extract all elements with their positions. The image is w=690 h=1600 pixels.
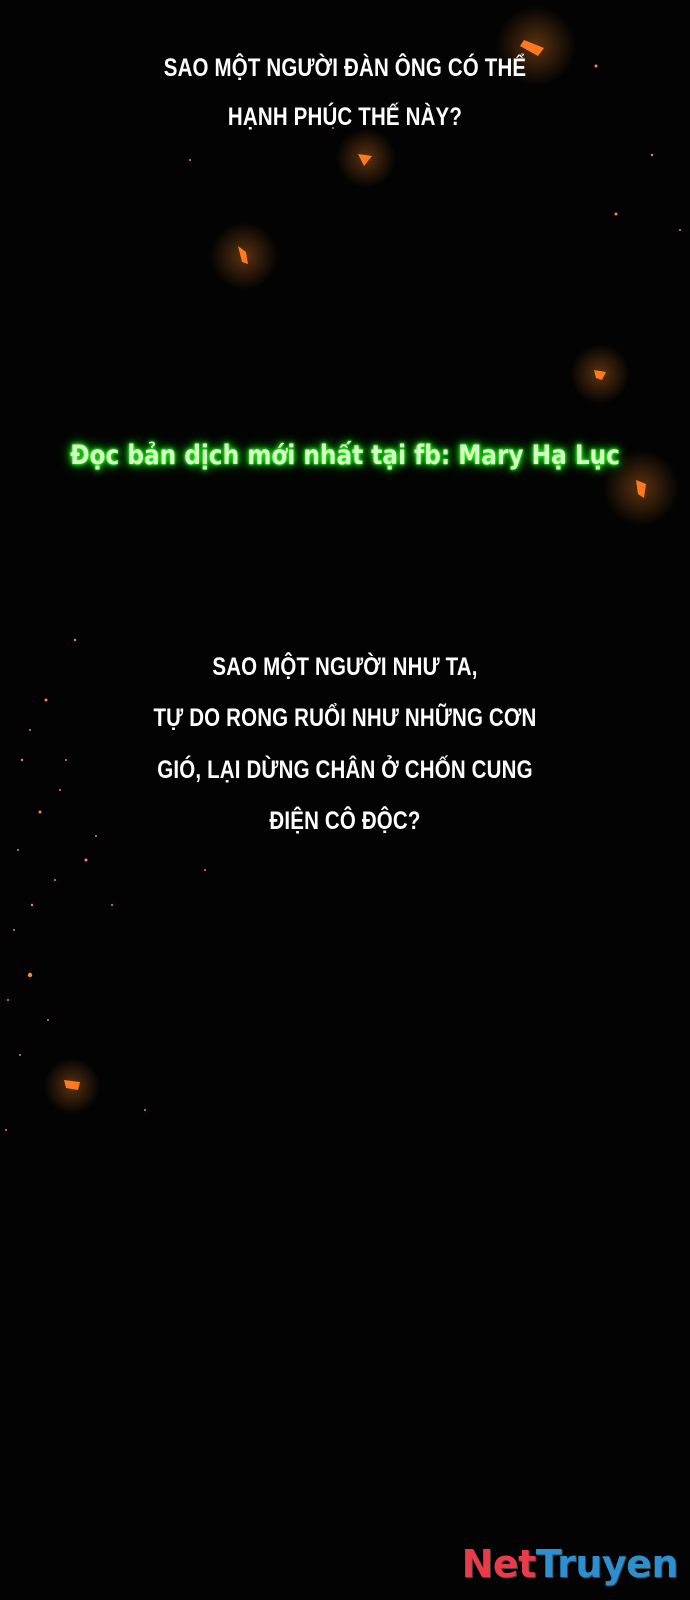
ember-specks — [5, 65, 681, 1132]
caption-line: SAO MỘT NGƯỜI ĐÀN ÔNG CÓ THỂ — [163, 54, 527, 82]
watermark-truyen: Truyen — [535, 1542, 678, 1586]
caption-line: SAO MỘT NGƯỜI NHƯ TA, — [212, 653, 478, 681]
caption-bottom — [140, 642, 550, 847]
caption-line: ĐIỆN CÔ ĐỘC? — [269, 806, 421, 835]
ember-large — [44, 1058, 100, 1114]
caption-line: TỰ DO RONG RUỔI NHƯ NHỮNG CƠN — [153, 704, 537, 733]
caption-top — [140, 44, 550, 142]
translation-credit: Đọc bản dịch mới nhất tại fb: Mary Hạ Lục — [70, 440, 620, 471]
site-watermark — [462, 1542, 678, 1586]
caption-line: GIÓ, LẠI DỪNG CHÂN Ở CHỐN CUNG — [157, 755, 533, 784]
ember-large — [570, 344, 630, 404]
ember-large — [210, 222, 278, 290]
watermark-net: Net — [461, 1542, 536, 1586]
caption-line: HẠNH PHÚC THẾ NÀY? — [227, 102, 463, 131]
